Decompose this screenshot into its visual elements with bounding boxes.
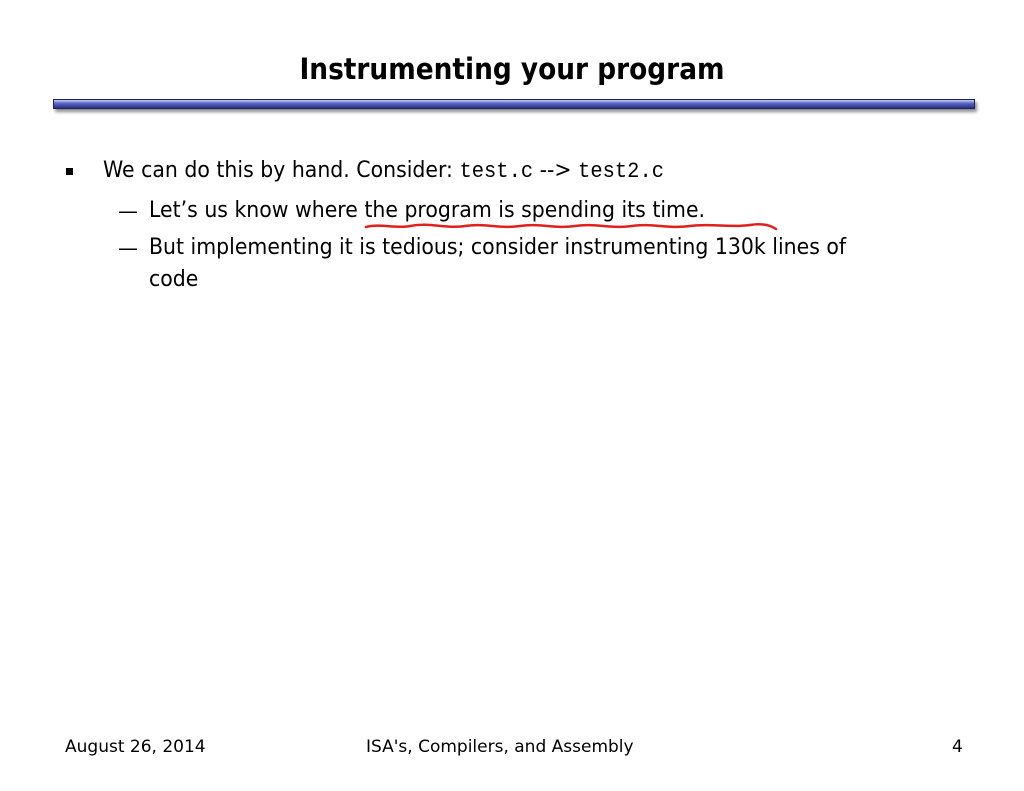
sub-bullet-text-line1: But implementing it is tedious; consider instrumenting 130k lines of (149, 235, 847, 260)
footer-date: August 26, 2014 (65, 737, 206, 757)
bullet-square-icon (66, 168, 73, 175)
footer-page-number: 4 (952, 737, 963, 757)
title-divider (53, 99, 975, 109)
sub-bullet-text: Let’s us know where the program is spending its time. (149, 198, 706, 223)
red-underline-stroke (366, 224, 776, 229)
sub-bullet-text-line2: code (149, 267, 199, 292)
sub-bullet-dash: — (118, 236, 138, 260)
code-test2-c: test2.c (578, 159, 665, 184)
sub-bullet-dash: — (118, 199, 138, 223)
slide-title: Instrumenting your program (299, 52, 725, 86)
bullet-item (103, 158, 664, 184)
code-test-c: test.c (459, 159, 534, 184)
arrow-text: --> (539, 158, 572, 183)
bullet-text: We can do this by hand. Consider: (103, 158, 453, 183)
footer-course: ISA's, Compilers, and Assembly (366, 737, 634, 757)
